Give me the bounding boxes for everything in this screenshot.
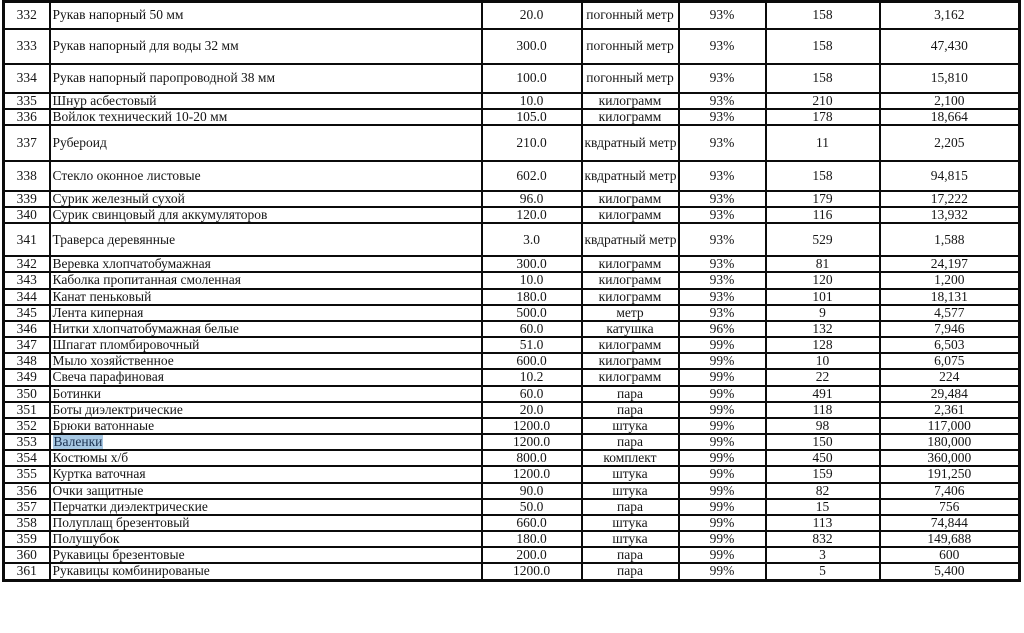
table-row xyxy=(4,305,1020,321)
cell-count: 158 xyxy=(766,64,880,93)
cell-total: 13,932 xyxy=(880,207,1020,223)
cell-percent: 93% xyxy=(679,256,766,272)
cell-count: 98 xyxy=(766,418,880,434)
cell-unit-of-measure: погонный метр xyxy=(582,2,679,29)
cell-count: 128 xyxy=(766,337,880,353)
cell-total: 29,484 xyxy=(880,386,1020,402)
cell-quantity: 602.0 xyxy=(482,161,582,191)
cell-unit-of-measure: килограмм xyxy=(582,93,679,109)
cell-count: 3 xyxy=(766,547,880,563)
cell-total: 47,430 xyxy=(880,29,1020,64)
cell-row-number: 349 xyxy=(4,369,50,385)
cell-percent: 99% xyxy=(679,547,766,563)
cell-row-number: 352 xyxy=(4,418,50,434)
cell-item-name: Стекло оконное листовые xyxy=(50,161,482,191)
cell-item-name: Свеча парафиновая xyxy=(50,369,482,385)
cell-count: 529 xyxy=(766,223,880,256)
table-row xyxy=(4,2,1020,29)
cell-item-name: Рубероид xyxy=(50,125,482,161)
cell-total: 5,400 xyxy=(880,563,1020,580)
cell-unit-of-measure: килограмм xyxy=(582,109,679,125)
cell-total: 15,810 xyxy=(880,64,1020,93)
cell-unit-of-measure: погонный метр xyxy=(582,29,679,64)
cell-total: 2,361 xyxy=(880,402,1020,418)
cell-quantity: 180.0 xyxy=(482,531,582,547)
cell-unit-of-measure: килограмм xyxy=(582,369,679,385)
cell-item-name: Траверса деревянные xyxy=(50,223,482,256)
cell-percent: 93% xyxy=(679,191,766,207)
cell-row-number: 359 xyxy=(4,531,50,547)
cell-quantity: 10.0 xyxy=(482,93,582,109)
cell-count: 159 xyxy=(766,466,880,482)
cell-quantity: 10.0 xyxy=(482,272,582,288)
cell-percent: 93% xyxy=(679,289,766,305)
cell-total: 2,205 xyxy=(880,125,1020,161)
cell-row-number: 353 xyxy=(4,434,50,450)
cell-total: 180,000 xyxy=(880,434,1020,450)
table-row xyxy=(4,466,1020,482)
cell-item-name: Рукав напорный паропроводной 38 мм xyxy=(50,64,482,93)
table-row xyxy=(4,109,1020,125)
cell-unit-of-measure: пара xyxy=(582,386,679,402)
cell-percent: 93% xyxy=(679,64,766,93)
table-row xyxy=(4,321,1020,337)
cell-percent: 93% xyxy=(679,305,766,321)
table-row xyxy=(4,434,1020,450)
table-row xyxy=(4,499,1020,515)
cell-count: 158 xyxy=(766,2,880,29)
table-row xyxy=(4,207,1020,223)
cell-item-name: Ботинки xyxy=(50,386,482,402)
cell-row-number: 360 xyxy=(4,547,50,563)
cell-count: 82 xyxy=(766,483,880,499)
cell-percent: 96% xyxy=(679,321,766,337)
table-row xyxy=(4,483,1020,499)
cell-unit-of-measure: килограмм xyxy=(582,353,679,369)
cell-row-number: 348 xyxy=(4,353,50,369)
cell-quantity: 20.0 xyxy=(482,402,582,418)
cell-total: 1,588 xyxy=(880,223,1020,256)
table-row xyxy=(4,402,1020,418)
cell-quantity: 1200.0 xyxy=(482,466,582,482)
table-row xyxy=(4,337,1020,353)
cell-quantity: 600.0 xyxy=(482,353,582,369)
cell-total: 360,000 xyxy=(880,450,1020,466)
table-row xyxy=(4,547,1020,563)
cell-total: 94,815 xyxy=(880,161,1020,191)
cell-item-name: Шнур асбестовый xyxy=(50,93,482,109)
cell-count: 150 xyxy=(766,434,880,450)
cell-row-number: 354 xyxy=(4,450,50,466)
cell-item-name: Сурик свинцовый для аккумуляторов xyxy=(50,207,482,223)
cell-quantity: 1200.0 xyxy=(482,563,582,580)
cell-row-number: 343 xyxy=(4,272,50,288)
cell-quantity: 100.0 xyxy=(482,64,582,93)
cell-item-name: Брюки ватоннаые xyxy=(50,418,482,434)
cell-row-number: 336 xyxy=(4,109,50,125)
table-row xyxy=(4,515,1020,531)
cell-total: 6,503 xyxy=(880,337,1020,353)
cell-total: 1,200 xyxy=(880,272,1020,288)
cell-percent: 99% xyxy=(679,434,766,450)
cell-row-number: 345 xyxy=(4,305,50,321)
cell-item-name: Рукав напорный для воды 32 мм xyxy=(50,29,482,64)
cell-quantity: 1200.0 xyxy=(482,418,582,434)
cell-percent: 99% xyxy=(679,418,766,434)
cell-item-name: Полуплащ брезентовый xyxy=(50,515,482,531)
cell-row-number: 338 xyxy=(4,161,50,191)
cell-count: 10 xyxy=(766,353,880,369)
cell-unit-of-measure: катушка xyxy=(582,321,679,337)
cell-total: 191,250 xyxy=(880,466,1020,482)
cell-total: 756 xyxy=(880,499,1020,515)
cell-row-number: 355 xyxy=(4,466,50,482)
cell-unit-of-measure: штука xyxy=(582,418,679,434)
cell-total: 3,162 xyxy=(880,2,1020,29)
cell-percent: 99% xyxy=(679,515,766,531)
cell-quantity: 51.0 xyxy=(482,337,582,353)
cell-count: 118 xyxy=(766,402,880,418)
table-row xyxy=(4,418,1020,434)
cell-row-number: 351 xyxy=(4,402,50,418)
cell-total: 224 xyxy=(880,369,1020,385)
table-row xyxy=(4,450,1020,466)
cell-unit-of-measure: пара xyxy=(582,434,679,450)
cell-item-name xyxy=(50,434,482,450)
cell-item-name: Нитки хлопчатобумажная белые xyxy=(50,321,482,337)
cell-percent: 93% xyxy=(679,93,766,109)
cell-percent: 99% xyxy=(679,369,766,385)
cell-count: 491 xyxy=(766,386,880,402)
cell-percent: 99% xyxy=(679,531,766,547)
cell-item-name: Рукавицы комбинированые xyxy=(50,563,482,580)
cell-quantity: 60.0 xyxy=(482,321,582,337)
cell-row-number: 350 xyxy=(4,386,50,402)
cell-unit-of-measure: квдратный метр xyxy=(582,223,679,256)
cell-total: 2,100 xyxy=(880,93,1020,109)
cell-total: 17,222 xyxy=(880,191,1020,207)
cell-item-name: Войлок технический 10-20 мм xyxy=(50,109,482,125)
cell-row-number: 332 xyxy=(4,2,50,29)
table-row xyxy=(4,531,1020,547)
cell-unit-of-measure: килограмм xyxy=(582,289,679,305)
cell-percent: 99% xyxy=(679,450,766,466)
cell-row-number: 346 xyxy=(4,321,50,337)
table-row xyxy=(4,93,1020,109)
cell-item-name: Рукавицы брезентовые xyxy=(50,547,482,563)
cell-item-name: Рукав напорный 50 мм xyxy=(50,2,482,29)
cell-unit-of-measure: штука xyxy=(582,515,679,531)
cell-row-number: 334 xyxy=(4,64,50,93)
table-row xyxy=(4,256,1020,272)
cell-percent: 99% xyxy=(679,499,766,515)
cell-unit-of-measure: штука xyxy=(582,531,679,547)
cell-total: 18,131 xyxy=(880,289,1020,305)
cell-total: 6,075 xyxy=(880,353,1020,369)
cell-item-name: Боты диэлектрические xyxy=(50,402,482,418)
cell-unit-of-measure: пара xyxy=(582,402,679,418)
table-row xyxy=(4,353,1020,369)
cell-quantity: 300.0 xyxy=(482,256,582,272)
search-highlight: Валенки xyxy=(53,434,103,450)
cell-unit-of-measure: килограмм xyxy=(582,272,679,288)
cell-row-number: 335 xyxy=(4,93,50,109)
cell-item-name: Мыло хозяйственное xyxy=(50,353,482,369)
table-row xyxy=(4,191,1020,207)
cell-percent: 99% xyxy=(679,563,766,580)
cell-row-number: 339 xyxy=(4,191,50,207)
cell-quantity: 90.0 xyxy=(482,483,582,499)
cell-row-number: 347 xyxy=(4,337,50,353)
cell-count: 113 xyxy=(766,515,880,531)
cell-percent: 93% xyxy=(679,207,766,223)
cell-quantity: 120.0 xyxy=(482,207,582,223)
cell-percent: 93% xyxy=(679,161,766,191)
cell-quantity: 20.0 xyxy=(482,2,582,29)
table-row xyxy=(4,223,1020,256)
cell-item-name: Очки защитные xyxy=(50,483,482,499)
cell-item-name: Куртка ваточная xyxy=(50,466,482,482)
cell-total: 74,844 xyxy=(880,515,1020,531)
cell-unit-of-measure: метр xyxy=(582,305,679,321)
cell-item-name: Канат пеньковый xyxy=(50,289,482,305)
table-row xyxy=(4,386,1020,402)
cell-row-number: 340 xyxy=(4,207,50,223)
table-row xyxy=(4,161,1020,191)
cell-percent: 99% xyxy=(679,386,766,402)
cell-quantity: 180.0 xyxy=(482,289,582,305)
cell-quantity: 1200.0 xyxy=(482,434,582,450)
cell-total: 4,577 xyxy=(880,305,1020,321)
cell-item-name: Сурик железный сухой xyxy=(50,191,482,207)
table-row xyxy=(4,64,1020,93)
table-row xyxy=(4,289,1020,305)
cell-count: 178 xyxy=(766,109,880,125)
cell-quantity: 50.0 xyxy=(482,499,582,515)
cell-unit-of-measure: килограмм xyxy=(582,256,679,272)
cell-unit-of-measure: пара xyxy=(582,499,679,515)
cell-count: 11 xyxy=(766,125,880,161)
cell-count: 210 xyxy=(766,93,880,109)
cell-percent: 99% xyxy=(679,466,766,482)
cell-row-number: 337 xyxy=(4,125,50,161)
cell-count: 132 xyxy=(766,321,880,337)
cell-percent: 93% xyxy=(679,223,766,256)
cell-percent: 93% xyxy=(679,109,766,125)
cell-unit-of-measure: килограмм xyxy=(582,191,679,207)
cell-item-name: Лента киперная xyxy=(50,305,482,321)
cell-count: 450 xyxy=(766,450,880,466)
cell-quantity: 500.0 xyxy=(482,305,582,321)
cell-count: 81 xyxy=(766,256,880,272)
cell-row-number: 356 xyxy=(4,483,50,499)
cell-row-number: 358 xyxy=(4,515,50,531)
cell-percent: 93% xyxy=(679,125,766,161)
cell-percent: 99% xyxy=(679,337,766,353)
cell-count: 22 xyxy=(766,369,880,385)
cell-item-name: Веревка хлопчатобумажная xyxy=(50,256,482,272)
cell-quantity: 660.0 xyxy=(482,515,582,531)
cell-unit-of-measure: килограмм xyxy=(582,207,679,223)
table-row xyxy=(4,369,1020,385)
cell-item-name: Полушубок xyxy=(50,531,482,547)
cell-total: 7,406 xyxy=(880,483,1020,499)
table-row xyxy=(4,125,1020,161)
cell-percent: 99% xyxy=(679,483,766,499)
cell-unit-of-measure: комплект xyxy=(582,450,679,466)
cell-count: 101 xyxy=(766,289,880,305)
cell-count: 9 xyxy=(766,305,880,321)
cell-item-name: Перчатки диэлектрические xyxy=(50,499,482,515)
cell-item-name: Костюмы х/б xyxy=(50,450,482,466)
inventory-table xyxy=(2,0,1021,582)
cell-percent: 93% xyxy=(679,2,766,29)
cell-percent: 93% xyxy=(679,272,766,288)
cell-count: 116 xyxy=(766,207,880,223)
cell-count: 5 xyxy=(766,563,880,580)
cell-unit-of-measure: штука xyxy=(582,483,679,499)
cell-percent: 93% xyxy=(679,29,766,64)
cell-row-number: 341 xyxy=(4,223,50,256)
cell-row-number: 333 xyxy=(4,29,50,64)
cell-total: 18,664 xyxy=(880,109,1020,125)
cell-row-number: 361 xyxy=(4,563,50,580)
cell-quantity: 105.0 xyxy=(482,109,582,125)
cell-quantity: 10.2 xyxy=(482,369,582,385)
cell-total: 600 xyxy=(880,547,1020,563)
cell-unit-of-measure: килограмм xyxy=(582,337,679,353)
cell-quantity: 3.0 xyxy=(482,223,582,256)
cell-item-name: Каболка пропитанная смоленная xyxy=(50,272,482,288)
cell-unit-of-measure: пара xyxy=(582,563,679,580)
cell-quantity: 200.0 xyxy=(482,547,582,563)
cell-row-number: 357 xyxy=(4,499,50,515)
cell-unit-of-measure: пара xyxy=(582,547,679,563)
cell-quantity: 96.0 xyxy=(482,191,582,207)
cell-row-number: 344 xyxy=(4,289,50,305)
cell-percent: 99% xyxy=(679,353,766,369)
cell-count: 15 xyxy=(766,499,880,515)
cell-total: 24,197 xyxy=(880,256,1020,272)
cell-count: 120 xyxy=(766,272,880,288)
cell-quantity: 300.0 xyxy=(482,29,582,64)
cell-count: 158 xyxy=(766,161,880,191)
cell-item-name: Шпагат пломбировочный xyxy=(50,337,482,353)
cell-quantity: 210.0 xyxy=(482,125,582,161)
cell-unit-of-measure: погонный метр xyxy=(582,64,679,93)
cell-total: 7,946 xyxy=(880,321,1020,337)
cell-quantity: 800.0 xyxy=(482,450,582,466)
cell-total: 117,000 xyxy=(880,418,1020,434)
cell-row-number: 342 xyxy=(4,256,50,272)
cell-quantity: 60.0 xyxy=(482,386,582,402)
cell-percent: 99% xyxy=(679,402,766,418)
cell-unit-of-measure: штука xyxy=(582,466,679,482)
table-row xyxy=(4,272,1020,288)
cell-count: 832 xyxy=(766,531,880,547)
cell-unit-of-measure: квдратный метр xyxy=(582,125,679,161)
cell-total: 149,688 xyxy=(880,531,1020,547)
cell-count: 158 xyxy=(766,29,880,64)
cell-count: 179 xyxy=(766,191,880,207)
cell-unit-of-measure: квдратный метр xyxy=(582,161,679,191)
table-row xyxy=(4,563,1020,580)
table-row xyxy=(4,29,1020,64)
table-body xyxy=(4,2,1020,581)
